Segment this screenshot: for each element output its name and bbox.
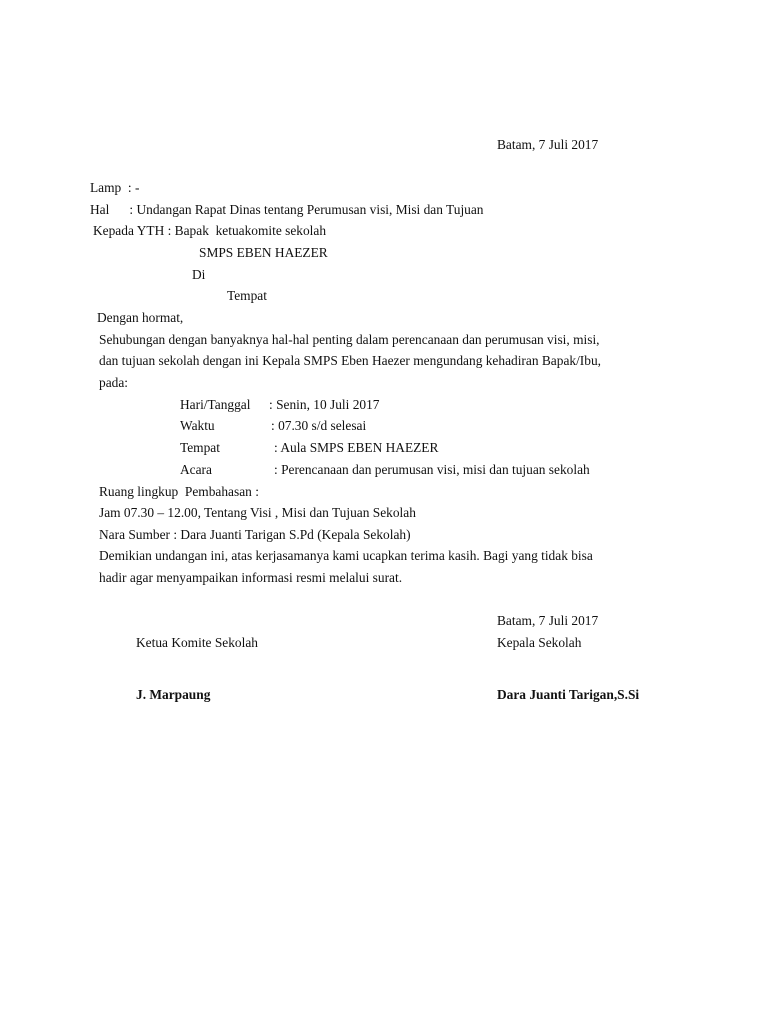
salutation: Dengan hormat, [97,310,184,325]
waktu-value: : 07.30 s/d selesai [271,418,367,433]
body-line: pada: [99,375,128,390]
body-line: Sehubungan dengan banyaknya hal-hal penting dalam perencanaan dan perumusan visi, misi, [99,332,600,347]
hari-label: Hari/Tanggal [180,397,251,412]
right-signer-title: Kepala Sekolah [497,635,582,650]
closing-line: hadir agar menyampaikan informasi resmi melalui surat. [99,570,403,585]
scope-time: Jam 07.30 – 12.00, Tentang Visi , Misi dan Tujuan Sekolah [99,505,416,520]
recipient-di: Di [192,267,206,282]
tempat-label: Tempat [180,440,220,455]
right-signer-name: Dara Juanti Tarigan,S.Si [497,687,640,702]
scope-speaker: Nara Sumber : Dara Juanti Tarigan S.Pd (Kepala Sekolah) [99,527,411,542]
kepada-line: Kepada YTH : Bapak ketuakomite sekolah [93,223,327,238]
acara-value: : Perencanaan dan perumusan visi, misi dan tujuan sekolah [274,462,590,477]
recipient-school: SMPS EBEN HAEZER [199,245,328,260]
body-line: dan tujuan sekolah dengan ini Kepala SMPS Eben Haezer mengundang kehadiran Bapak/Ibu, [99,353,602,368]
waktu-label: Waktu [180,418,215,433]
hari-value: : Senin, 10 Juli 2017 [269,397,380,412]
lamp-line: Lamp : - [90,180,140,195]
signature-date: Batam, 7 Juli 2017 [497,613,599,628]
left-signer-title: Ketua Komite Sekolah [136,635,258,650]
tempat-value: : Aula SMPS EBEN HAEZER [274,440,439,455]
hal-line: Hal : Undangan Rapat Dinas tentang Perumusan visi, Misi dan Tujuan [90,202,484,217]
letter-date: Batam, 7 Juli 2017 [497,137,599,152]
recipient-tempat: Tempat [227,288,267,303]
left-signer-name: J. Marpaung [136,687,211,702]
acara-label: Acara [180,462,212,477]
scope-heading: Ruang lingkup Pembahasan : [99,484,259,499]
closing-line: Demikian undangan ini, atas kerjasamanya kami ucapkan terima kasih. Bagi yang tidak bisa [99,548,593,563]
